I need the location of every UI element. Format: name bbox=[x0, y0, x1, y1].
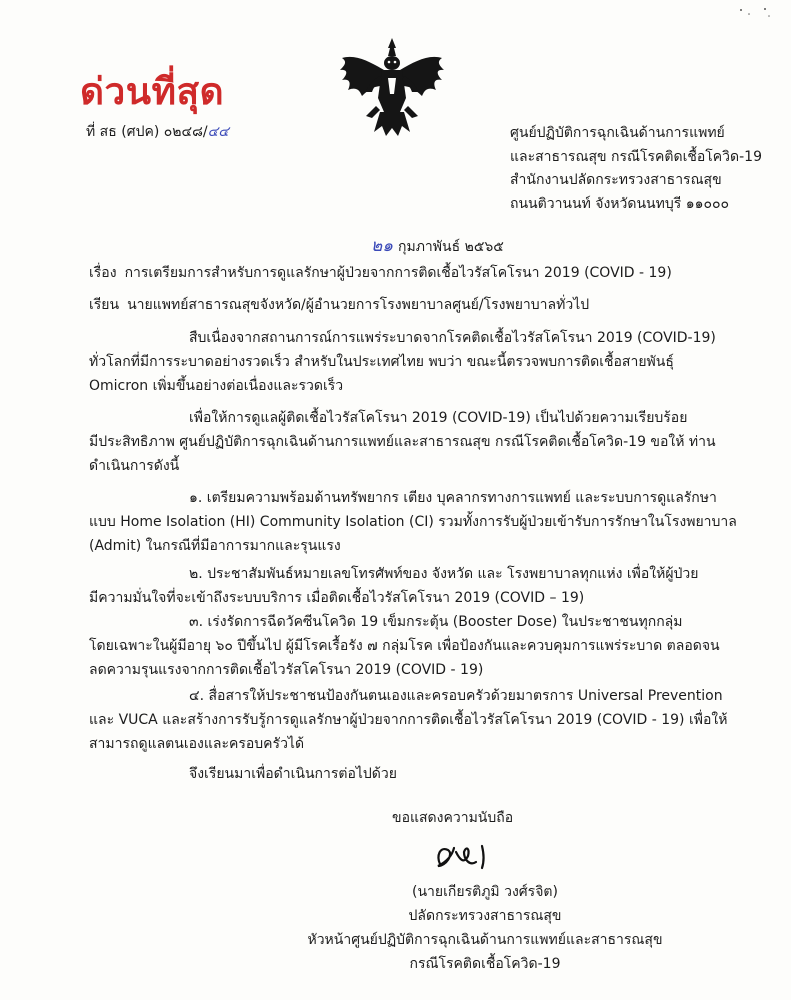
paragraph-line: สืบเนื่องจากสถานการณ์การแพร่ระบาดจากโรคติดเชื้อไวรัสโคโรนา 2019 (COVID-19) bbox=[189, 330, 716, 346]
letter-date bbox=[371, 232, 504, 259]
signer-block bbox=[250, 880, 720, 976]
paragraph-line: มีความมั่นใจที่จะเข้าถึงระบบบริการ เมื่อติดเชื้อไวรัสโคโรนา 2019 (COVID – 19) bbox=[89, 590, 585, 606]
paragraph-line: แบบ Home Isolation (HI) Community Isolation (CI) รวมทั้งการรับผู้ป่วยเข้ารับการรักษาในโรงพยาบาล bbox=[89, 514, 737, 530]
document-number-handwritten: ๔๔ bbox=[207, 124, 229, 140]
subject-text: การเตรียมการสำหรับการดูแลรักษาผู้ป่วยจากการติดเชื้อไวรัสโคโรนา 2019 (COVID - 19) bbox=[124, 265, 672, 281]
urgency-stamp: ด่วนที่สุด bbox=[80, 70, 225, 113]
paragraph-line: ๓. เร่งรัดการฉีดวัคซีนโควิด 19 เข็มกระตุ้น (Booster Dose) ในประชาชนทุกกลุ่ม bbox=[189, 614, 683, 630]
office-address bbox=[510, 122, 780, 216]
paragraph-line: สามารถดูแลตนเองและครอบครัวได้ bbox=[89, 736, 305, 752]
paragraph-purpose bbox=[89, 406, 721, 478]
action-item-2 bbox=[89, 562, 721, 610]
office-address-line: และสาธารณสุข กรณีโรคติดเชื้อโควิด-19 bbox=[510, 148, 762, 165]
paragraph-line: Omicron เพิ่มขึ้นอย่างต่อเนื่องและรวดเร็ว bbox=[89, 378, 344, 394]
office-address-line: สำนักงานปลัดกระทรวงสาธารณสุข bbox=[510, 172, 722, 188]
signer-position: หัวหน้าศูนย์ปฏิบัติการฉุกเฉินด้านการแพทย์และสาธารณสุข bbox=[307, 932, 663, 948]
document-number bbox=[86, 121, 229, 143]
paragraph-line: ลดความรุนแรงจากการติดเชื้อไวรัสโคโรนา 2019 (COVID - 19) bbox=[89, 662, 484, 678]
paragraph-line: ๔. สื่อสารให้ประชาชนป้องกันตนเองและครอบครัวด้วยมาตรการ Universal Prevention bbox=[189, 688, 723, 704]
signer-position: กรณีโรคติดเชื้อโควิด-19 bbox=[409, 956, 561, 972]
recipient-label: เรียน bbox=[89, 297, 120, 313]
handwritten-signature bbox=[430, 838, 510, 872]
paragraph-line: ดำเนินการดังนี้ bbox=[89, 458, 180, 474]
subject-line bbox=[89, 262, 672, 284]
action-item-3 bbox=[89, 610, 721, 682]
subject-label: เรื่อง bbox=[89, 265, 117, 281]
paragraph-line: และ VUCA และสร้างการรับรู้การดูแลรักษาผู้ป่วยจากการติดเชื้อไวรัสโคโรนา 2019 (COVID - 19) เพื่อให้ bbox=[89, 712, 728, 728]
paragraph-line: ๑. เตรียมความพร้อมด้านทรัพยากร เตียง บุคลากรทางการแพทย์ และระบบการดูแลรักษา bbox=[189, 490, 717, 506]
signer-position: ปลัดกระทรวงสาธารณสุข bbox=[408, 908, 562, 924]
date-day-handwritten: ๒๑ bbox=[371, 236, 393, 256]
conclusion bbox=[89, 762, 721, 786]
action-item-1 bbox=[89, 486, 737, 558]
paragraph-line: โดยเฉพาะในผู้มีอายุ ๖๐ ปีขึ้นไป ผู้มีโรคเรื้อรัง ๗ กลุ่มโรค เพื่อป้องกันและควบคุมการแพร่ระบาด ตลอดจน bbox=[89, 638, 720, 654]
paragraph-line: เพื่อให้การดูแลผู้ติดเชื้อไวรัสโคโรนา 2019 (COVID-19) เป็นไปด้วยความเรียบร้อย bbox=[189, 410, 688, 426]
document-number-prefix: ที่ สธ (ศปค) ๐๒๔๘/ bbox=[86, 124, 208, 140]
scan-marks bbox=[735, 6, 775, 20]
date-month-year: กุมภาพันธ์ ๒๕๖๕ bbox=[398, 239, 504, 255]
garuda-emblem-icon bbox=[336, 36, 448, 140]
closing-salutation: ขอแสดงความนับถือ bbox=[392, 810, 514, 826]
action-item-4 bbox=[89, 684, 728, 756]
office-address-line: ถนนติวานนท์ จังหวัดนนทบุรี ๑๑๐๐๐ bbox=[510, 195, 730, 212]
paragraph-line: ๒. ประชาสัมพันธ์หมายเลขโทรศัพท์ของ จังหวัด และ โรงพยาบาลทุกแห่ง เพื่อให้ผู้ป่วย bbox=[189, 566, 699, 582]
recipient-text: นายแพทย์สาธารณสุขจังหวัด/ผู้อำนวยการโรงพยาบาลศูนย์/โรงพยาบาลทั่วไป bbox=[127, 297, 590, 313]
recipient-line bbox=[89, 294, 589, 316]
signer-name: (นายเกียรติภูมิ วงศ์รจิต) bbox=[412, 884, 558, 900]
conclusion-line: จึงเรียนมาเพื่อดำเนินการต่อไปด้วย bbox=[189, 766, 397, 782]
paragraph-line: (Admit) ในกรณีที่มีอาการมากและรุนแรง bbox=[89, 538, 341, 554]
paragraph-background bbox=[89, 326, 721, 398]
paragraph-line: มีประสิทธิภาพ ศูนย์ปฏิบัติการฉุกเฉินด้านการแพทย์และสาธารณสุข กรณีโรคติดเชื้อโควิด-19 ขอให้ ท่าน bbox=[89, 434, 716, 450]
paragraph-line: ทั่วโลกที่มีการระบาดอย่างรวดเร็ว สำหรับในประเทศไทย พบว่า ขณะนี้ตรวจพบการติดเชื้อสายพันธุ์ bbox=[89, 354, 674, 370]
office-address-line: ศูนย์ปฏิบัติการฉุกเฉินด้านการแพทย์ bbox=[510, 125, 725, 141]
